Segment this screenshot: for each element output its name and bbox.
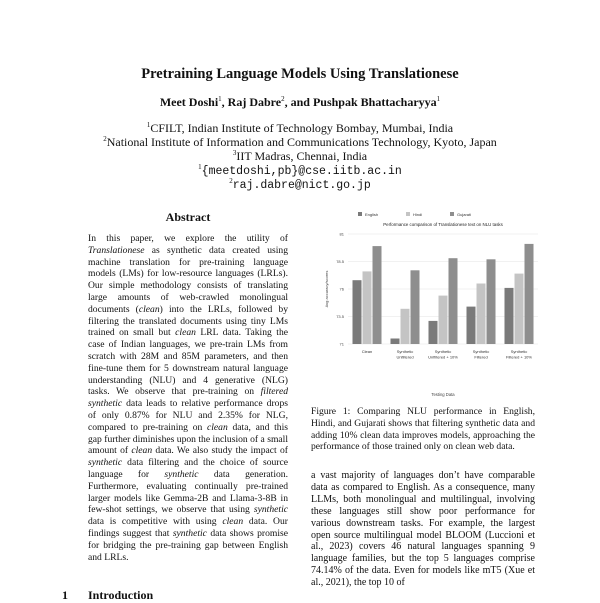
author-separator: , and	[284, 95, 313, 109]
author-sup: 1	[218, 95, 222, 103]
affiliation	[0, 135, 600, 150]
x-tick-label: Synthetic	[434, 349, 452, 354]
affiliation	[0, 149, 600, 164]
x-tick-label: Unfiltered	[396, 354, 414, 360]
author-name: Pushpak Bhattacharyya	[312, 95, 437, 109]
affiliation-sup: 3	[232, 149, 237, 157]
section-heading	[62, 588, 302, 603]
abstract-heading: Abstract	[165, 210, 211, 224]
bar	[439, 296, 448, 344]
affiliation-text: CFILT, Indian Institute of Technology Bombay, Mumbai, India	[150, 121, 454, 135]
bar	[467, 307, 476, 344]
legend-swatch	[450, 212, 454, 216]
bar	[373, 246, 382, 344]
legend-swatch	[406, 212, 410, 216]
x-tick-label: Unfiltered + 10%	[428, 354, 458, 360]
author-list	[0, 95, 600, 110]
x-tick-label: Synthetic	[472, 349, 490, 354]
affiliation-sup: 2	[103, 135, 107, 143]
x-tick-label: Synthetic	[510, 349, 528, 354]
x-tick-label: Synthetic	[396, 349, 414, 354]
section-number: 1	[62, 588, 68, 602]
body-paragraph: a vast majority of languages don’t have comparable data as compared to English. As a consequence, many LLMs, both monolingual and multilingual, involving these languages still show poor performance for various downstream tasks. For example, the largest open source multilingual model BLOOM (Luccioni et al., 2023) covers 46 natural languages spanning 9 language families, but the top 5 languages comprise 74.14% of the data. Even for models like mT5 (Xue et al., 2021), the top 10 of	[311, 470, 535, 589]
author-sup: 2	[281, 95, 285, 103]
y-tick-label: 76	[339, 286, 344, 292]
bar	[505, 288, 514, 344]
legend-label: Hindi	[413, 212, 423, 217]
abstract-body: In this paper, we explore the utility of Translationese as synthetic data created using machine translation for pre-training language models (LMs) for low-resource languages (LRLs). Our simple methodology consists of translating large amounts of web-crawled monolingual documents (clean) into the LRLs, followed by filtering the translated documents using tiny LMs trained on small but clean LRL data. Taking the case of Indian languages, we pre-train LMs from scratch with 28M and 85M parameters, and then fine-tune them for 5 downstream natural language understanding (NLU) and 4 generative (NLG) tasks. We observe that pre-training on filtered synthetic data leads to relative performance drops of only 0.87% for NLU and 2.35% for NLG, compared to pre-training on clean data, and this gap further diminishes upon the inclusion of a small amount of clean data. We also study the impact of synthetic data filtering and the choice of source language for synthetic data generation. Furthermore, evaluating continually pre-trained larger models like Gemma-2B and Llama-3-8B in few-shot settings, we observe that using synthetic data is competitive with using clean data. Our findings suggest that synthetic data shows promise for bridging the pre-training gap between English and LRLs.	[88, 233, 288, 563]
author-sup: 1	[436, 95, 441, 103]
bar	[411, 270, 420, 344]
bar	[525, 244, 534, 344]
section-title: Introduction	[88, 588, 154, 602]
y-tick-label: 78.5	[336, 259, 344, 264]
affiliation-sup: 1	[146, 121, 151, 129]
x-tick-label: Filtered	[474, 354, 488, 360]
legend-label: English	[365, 212, 379, 217]
bar	[487, 259, 496, 344]
bar	[449, 258, 458, 344]
author-name: Meet Doshi	[159, 95, 219, 109]
figure-1	[316, 206, 546, 406]
y-tick-label: 73.5	[336, 314, 344, 319]
bar-chart	[316, 206, 546, 406]
x-tick-label: Filtered + 10%	[506, 354, 532, 360]
bar	[515, 274, 524, 344]
chart-title: Performance comparison of Translationese text on NLU tasks	[383, 222, 503, 227]
email-line	[0, 163, 600, 178]
y-tick-label: 71	[339, 341, 344, 347]
x-axis-label: Testing Data	[431, 392, 455, 397]
email-address: {meetdoshi,pb}@cse.iitb.ac.in	[201, 165, 402, 178]
affiliation	[0, 121, 600, 136]
bar	[477, 284, 486, 345]
bar	[401, 309, 410, 344]
email-sup: 2	[229, 177, 233, 185]
email-address: raj.dabre@nict.go.jp	[232, 179, 371, 192]
y-axis-label: Avg accuracy/scores	[324, 270, 329, 308]
email-sup: 1	[198, 163, 202, 171]
y-tick-label: 81	[339, 231, 344, 237]
author-separator: ,	[221, 95, 228, 109]
affiliation-text: National Institute of Information and Communications Technology, Kyoto, Japan	[106, 135, 497, 149]
bar	[429, 321, 438, 344]
paper-title: Pretraining Language Models Using Translationese	[141, 66, 459, 82]
bar	[391, 339, 400, 345]
figure-caption: Figure 1: Comparing NLU performance in English, Hindi, and Gujarati shows that filtering synthetic data and adding 10% clean data improves models, approaching the performance of those trained only on clean web data.	[311, 406, 535, 453]
bar	[353, 280, 362, 344]
bar	[363, 271, 372, 344]
legend-swatch	[358, 212, 362, 216]
author-name: Raj Dabre	[227, 95, 282, 109]
email-line	[0, 177, 600, 192]
x-tick-label: Clean	[361, 349, 373, 354]
affiliation-text: IIT Madras, Chennai, India	[236, 149, 368, 163]
legend-label: Gujarati	[457, 212, 472, 217]
